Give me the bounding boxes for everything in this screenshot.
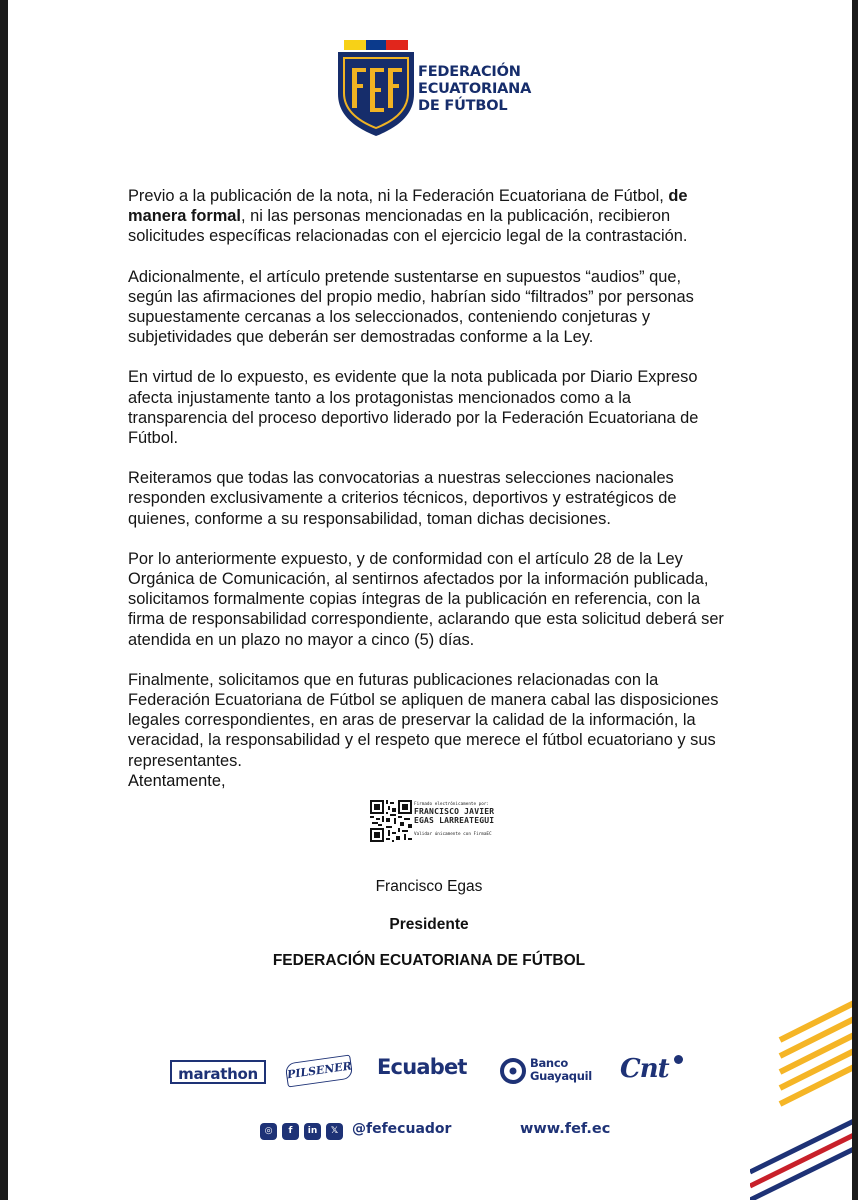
bank-line-2: Guayaquil xyxy=(530,1069,592,1083)
logo-line-3: DE FÚTBOL xyxy=(418,98,508,114)
decorative-stripes xyxy=(750,1000,852,1200)
paragraph-2: Adicionalmente, el artículo pretende sustentarse en supuestos “audios” que, según las afirmaciones del propio medio, habrían sido “filtrados” por personas supuestamente cercanas a los seleccionados, conteniendo conjeturas y subjetividades que deberán ser demostradas conforme a la Ley. xyxy=(128,267,694,347)
logo-wordmark xyxy=(418,64,531,115)
signature-name-line-1: FRANCISCO JAVIER xyxy=(414,807,495,816)
left-frame-border xyxy=(0,0,8,1200)
paragraph-1-bold: de manera formal xyxy=(128,187,688,226)
paragraph-1 xyxy=(128,186,728,247)
sponsor-banco-guayaquil-logo xyxy=(500,1056,620,1086)
sponsor-cnt-logo: Cnt xyxy=(620,1054,669,1084)
paragraph-3: En virtud de lo expuesto, es evidente que la nota publicada por Diario Expreso afecta injustamente tanto a los protagonistas mencionados como a la transparencia del proceso deportivo liderado por la Federación Ecuatoriana de Fútbol. xyxy=(128,368,699,448)
bank-line-1: Banco xyxy=(530,1056,568,1070)
sponsor-ecuabet-logo: Ecuabet xyxy=(377,1055,467,1079)
sponsor-marathon-logo: marathon xyxy=(170,1060,266,1084)
social-handle[interactable]: @fefecuador xyxy=(352,1121,452,1137)
signature-footer: Validar únicamente con FirmaEC xyxy=(414,832,492,837)
paragraph-6: Finalmente, solicitamos que en futuras publicaciones relacionadas con la Federación Ecuatoriana de Fútbol se apliquen de manera cabal las disposiciones legales correspondientes, en aras de preservar la calidad de la información, la veracidad, la responsabilidad y el respeto que merece el fútbol ecuatoriano y sus representantes. xyxy=(128,670,719,770)
electronic-signature xyxy=(370,800,530,850)
qr-code-icon xyxy=(370,800,412,842)
signature-name-line-2: EGAS LARREATEGUI xyxy=(414,816,495,825)
linkedin-icon[interactable]: in xyxy=(304,1123,321,1140)
right-frame-border xyxy=(852,0,858,1200)
logo-line-2: ECUATORIANA xyxy=(418,81,532,97)
banco-guayaquil-wordmark xyxy=(530,1057,592,1083)
closing-salutation: Atentamente, xyxy=(128,772,226,790)
signer-role: Presidente xyxy=(389,916,469,933)
paragraph-1-post: , ni las personas mencionadas en la publicación, recibieron solicitudes específicas relacionadas con el ejercicio legal de la contrastación. xyxy=(128,207,688,246)
fef-crest-icon xyxy=(334,38,418,138)
website-link[interactable]: www.fef.ec xyxy=(520,1121,611,1137)
paragraph-4: Reiteramos que todas las convocatorias a nuestras selecciones nacionales responden exclusivamente a criterios técnicos, deportivos y estratégicos de quienes, conforme a su responsabilidad, toman dichas decisiones. xyxy=(128,469,677,528)
letter-body xyxy=(128,186,728,791)
paragraph-1-pre: Previo a la publicación de la nota, ni la Federación Ecuatoriana de Fútbol, xyxy=(128,187,669,205)
signature-header: Firmado electrónicamente por: xyxy=(414,802,490,807)
cnt-dot-icon xyxy=(674,1055,683,1064)
paragraph-5: Por lo anteriormente expuesto, y de conformidad con el artículo 28 de la Ley Orgánica de Comunicación, al sentirnos afectados por la información publicada, solicitamos formalmente copias íntegras de la publicación en referencia, con la firma de responsabilidad correspondiente, aclarando que esta solicitud deberá ser atendida en un plazo no mayor a cinco (5) días. xyxy=(128,549,724,649)
signer-organization: FEDERACIÓN ECUATORIANA DE FÚTBOL xyxy=(272,952,586,969)
instagram-icon[interactable]: ◎ xyxy=(260,1123,277,1140)
x-icon[interactable]: 𝕏 xyxy=(326,1123,343,1140)
sponsor-pilsener-logo: PILSENER xyxy=(285,1055,354,1088)
facebook-icon[interactable]: f xyxy=(282,1123,299,1140)
logo-line-1: FEDERACIÓN xyxy=(418,64,521,80)
banco-guayaquil-mark-icon xyxy=(500,1058,526,1084)
signature-text xyxy=(414,802,530,837)
signer-name: Francisco Egas xyxy=(375,878,483,895)
